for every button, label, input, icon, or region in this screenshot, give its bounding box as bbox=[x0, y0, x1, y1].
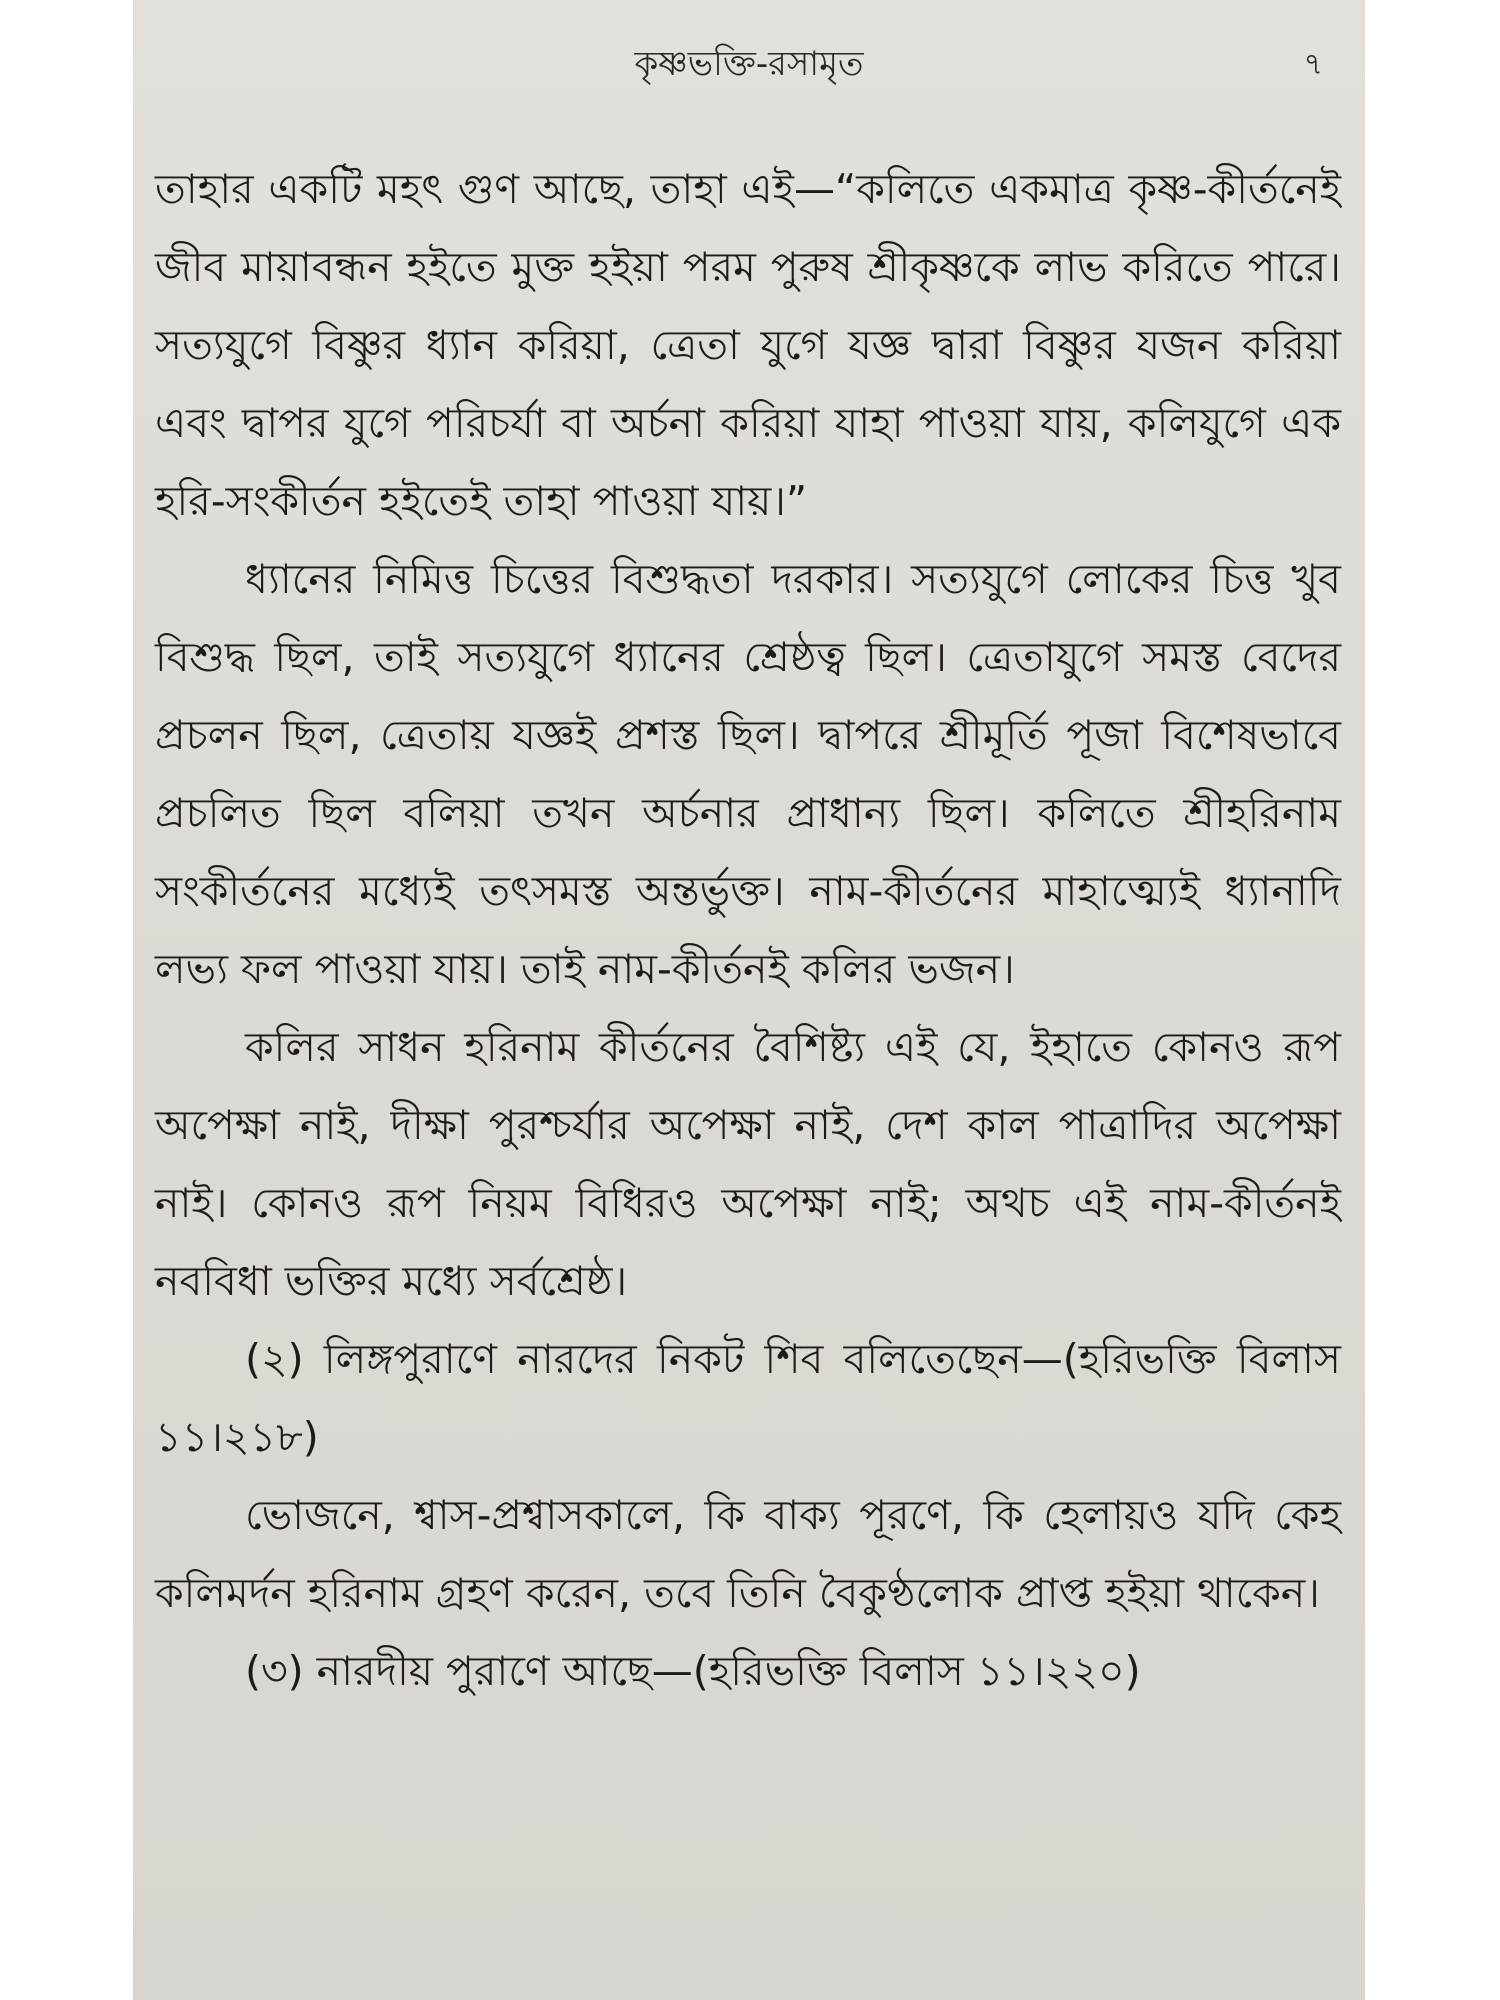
paragraph-5: ভোজনে, শ্বাস-প্রশ্বাসকালে, কি বাক্য পূরণে, কি হেলায়ও যদি কেহ কলিমর্দন হরিনাম গ্রহণ করেন, তবে তিনি বৈকুণ্ঠলোক প্রাপ্ত হইয়া থাকেন। bbox=[155, 1491, 1341, 1617]
running-title: কৃষ্ণভক্তি-রসামৃত bbox=[634, 44, 864, 84]
body-text bbox=[155, 150, 1341, 1710]
paragraph-3: কলির সাধন হরিনাম কীর্তনের বৈশিষ্ট্য এই যে, ইহাতে কোনও রূপ অপেক্ষা নাই, দীক্ষা পুরশ্চর্যার অপেক্ষা নাই, দেশ কাল পাত্রাদির অপেক্ষা নাই। কোনও রূপ নিয়ম বিধিরও অপেক্ষা নাই; অথচ এই নাম-কীর্তনই নববিধা ভক্তির মধ্যে সর্বশ্রেষ্ঠ। bbox=[155, 1023, 1341, 1305]
running-head bbox=[133, 38, 1365, 98]
paragraph-1: তাহার একটি মহৎ গুণ আছে, তাহা এই—“কলিতে একমাত্র কৃষ্ণ-কীর্তনেই জীব মায়াবন্ধন হইতে মুক্ত হইয়া পরম পুরুষ শ্রীকৃষ্ণকে লাভ করিতে পারে। সত্যযুগে বিষ্ণুর ধ্যান করিয়া, ত্রেতা যুগে যজ্ঞ দ্বারা বিষ্ণুর যজন করিয়া এবং দ্বাপর যুগে পরিচর্যা বা অর্চনা করিয়া যাহা পাওয়া যায়, কলিযুগে এক হরি-সংকীর্তন হইতেই তাহা পাওয়া যায়।” bbox=[155, 165, 1341, 525]
paragraph-6: (৩) নারদীয় পুরাণে আছে—(হরিভক্তি বিলাস ১১।২২০) bbox=[245, 1647, 1141, 1695]
book-page bbox=[133, 0, 1365, 2000]
paragraph-2: ধ্যানের নিমিত্ত চিত্তের বিশুদ্ধতা দরকার। সত্যযুগে লোকের চিত্ত খুব বিশুদ্ধ ছিল, তাই সত্যযুগে ধ্যানের শ্রেষ্ঠত্ব ছিল। ত্রেতাযুগে সমস্ত বেদের প্রচলন ছিল, ত্রেতায় যজ্ঞই প্রশস্ত ছিল। দ্বাপরে শ্রীমূর্তি পূজা বিশেষভাবে প্রচলিত ছিল বলিয়া তখন অর্চনার প্রাধান্য ছিল। কলিতে শ্রীহরিনাম সংকীর্তনের মধ্যেই তৎসমস্ত অন্তর্ভুক্ত। নাম-কীর্তনের মাহাত্ম্যেই ধ্যানাদি লভ্য ফল পাওয়া যায়। তাই নাম-কীর্তনই কলির ভজন। bbox=[155, 555, 1341, 993]
paragraph-4: (২) লিঙ্গপুরাণে নারদের নিকট শিব বলিতেছেন—(হরিভক্তি বিলাস ১১।২১৮) bbox=[155, 1335, 1341, 1461]
page-number: ৭ bbox=[1303, 47, 1323, 82]
